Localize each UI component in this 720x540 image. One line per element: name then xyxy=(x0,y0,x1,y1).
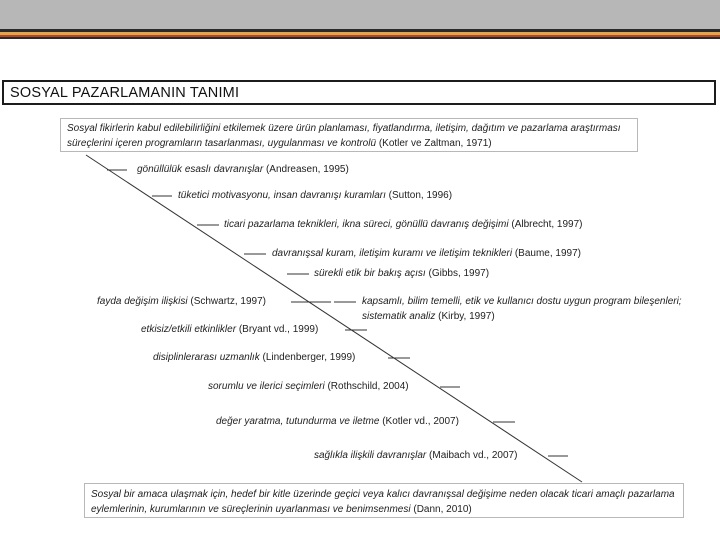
definition-item: fayda değişim ilişkisi (Schwartz, 1997) xyxy=(97,296,266,307)
definition-bottom-box xyxy=(84,483,684,518)
definition-item: sorumlu ve ilerici seçimleri (Rothschild, 2004) xyxy=(208,381,409,392)
definition-item: sürekli etik bir bakış açısı (Gibbs, 1997) xyxy=(314,268,490,279)
definition-top-citation: (Kotler ve Zaltman, 1971) xyxy=(378,138,492,149)
definition-item: tüketici motivasyonu, insan davranışı kuramları (Sutton, 1996) xyxy=(178,190,453,201)
definition-item: ticari pazarlama teknikleri, ikna süreci, gönüllü davranış değişimi (Albrecht, 1997) xyxy=(224,219,583,230)
definition-item: davranışsal kuram, iletişim kuramı ve iletişim teknikleri (Baume, 1997) xyxy=(272,248,581,259)
definition-item: disiplinlerarası uzmanlık (Lindenberger, 1999) xyxy=(153,352,356,363)
definition-item: gönüllülük esaslı davranışlar (Andreasen, 1995) xyxy=(137,164,349,175)
definition-bottom-citation: (Dann, 2010) xyxy=(413,504,472,515)
definition-bottom-text: Sosyal bir amaca ulaşmak için, hedef bir kitle üzerinde geçici veya kalıcı davranışsal değişime neden olacak ticari amaçlı pazarlama eylemlerinin, kurumlarının ve süreçlerinin uyarlanması ve benimsenmesi xyxy=(91,489,675,515)
definition-item: kapsamlı, bilim temelli, etik ve kullanıcı dostu uygun program bileşenleri; sistematik analiz (Kirby, 1997) xyxy=(362,296,682,322)
page-title: SOSYAL PAZARLAMANIN TANIMI xyxy=(10,85,240,101)
definition-item: sağlıkla ilişkili davranışlar (Maibach vd., 2007) xyxy=(314,450,518,461)
definition-item: etkisiz/etkili etkinlikler (Bryant vd., 1999) xyxy=(141,324,319,335)
definition-item: değer yaratma, tutundurma ve iletme (Kotler vd., 2007) xyxy=(216,416,459,427)
definition-top-text: Sosyal fikirlerin kabul edilebilirliğini etkilemek üzere ürün planlaması, fiyatlandırma, iletişim, dağıtım ve pazarlama araştırması süreçlerini içeren programların tasarlanması, uygulanması ve kontrolü xyxy=(67,123,621,149)
